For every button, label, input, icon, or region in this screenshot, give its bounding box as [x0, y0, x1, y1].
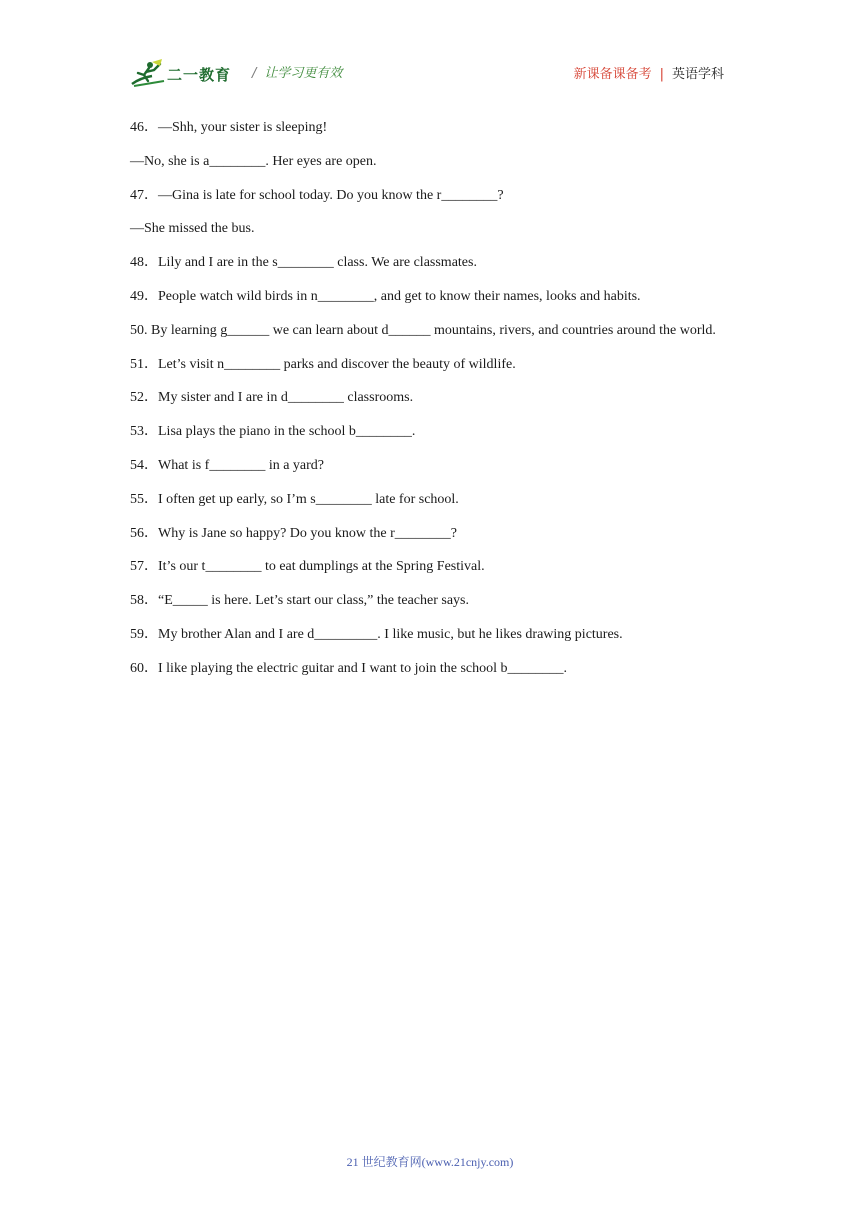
exercise-line: —No, she is a________. Her eyes are open.: [130, 153, 377, 169]
tagline-separator: |: [659, 67, 664, 82]
exercise-line: 49．People watch wild birds in n________, and get to know their names, looks and habits.: [130, 288, 641, 304]
exercise-line: 47．—Gina is late for school today. Do you know the r________?: [130, 187, 504, 203]
exercise-line: 53．Lisa plays the piano in the school b________.: [130, 424, 416, 440]
exercise-line: 50. By learning g______ we can learn about d______ mountains, rivers, and countries around the world.: [130, 322, 716, 338]
exercise-line: —She missed the bus.: [130, 221, 255, 237]
exercise-line: 55．I often get up early, so I’m s________ late for school.: [130, 491, 459, 507]
exercise-line: 48．Lily and I are in the s________ class. We are classmates.: [130, 255, 477, 271]
exercise-line: 57．It’s our t________ to eat dumplings at the Spring Festival.: [130, 559, 485, 575]
exercise-line: 59．My brother Alan and I are d_________. I like music, but he likes drawing pictures.: [130, 626, 623, 642]
logo-text: 二一教育: [167, 66, 232, 84]
exercise-line: 60．I like playing the electric guitar and I want to join the school b________.: [130, 660, 568, 676]
slogan-divider: /: [252, 66, 257, 81]
slogan-text: 让学习更有效: [264, 66, 343, 81]
exercise-line: 51．Let’s visit n________ parks and discover the beauty of wildlife.: [130, 356, 516, 372]
page-footer: 21 世纪教育网(www.21cnjy.com): [346, 1155, 514, 1169]
exercise-line: 54．What is f________ in a yard?: [130, 457, 325, 473]
exercise-list: [130, 111, 732, 686]
logo: [130, 58, 242, 88]
exercise-line: 58．“E_____ is here. Let’s start our class,” the teacher says.: [130, 593, 470, 609]
exercise-line: 52．My sister and I are in d________ classrooms.: [130, 390, 414, 406]
slogan: [252, 62, 342, 81]
header-tagline: [574, 63, 724, 82]
page-header: [130, 55, 730, 91]
subject-label: 英语学科: [671, 67, 724, 82]
tagline-text: 新课备课备考: [573, 67, 652, 82]
exercise-line: 56．Why is Jane so happy? Do you know the r________?: [130, 525, 458, 541]
exercise-line: 46．—Shh, your sister is sleeping!: [130, 120, 328, 135]
